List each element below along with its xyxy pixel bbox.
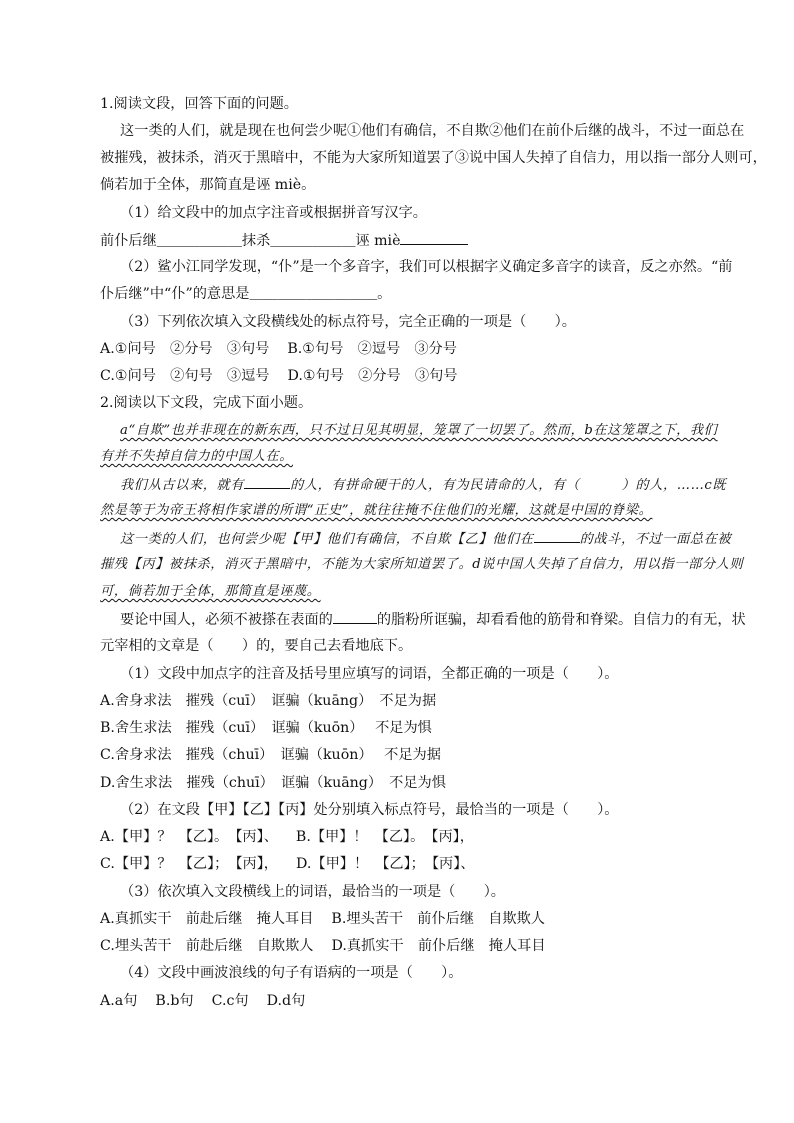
q2-sub1-option-a: A.舍身求法 摧残（cuī） 诓骗（kuāng） 不足为据: [100, 693, 437, 709]
q1-sub3-option-a: A.①问号 ②分号 ③句号: [100, 341, 270, 357]
q2-sub3-options-row-2: [100, 936, 720, 956]
q1-sub3-options-row-1: [100, 339, 720, 359]
q1-heading: 1.阅读文段，回答下面的问题。: [100, 96, 298, 112]
q1-passage-line-1: 这一类的人们，就是现在也何尝少呢①他们有确信，不自欺②他们在前仆后继的战斗，不过一面总在: [120, 123, 745, 139]
q1-passage-line-2: 被摧残，被抹杀，消灭于黑暗中，不能为大家所知道罢了③说中国人失掉了自信力，用以指一部分人则可，: [100, 150, 767, 166]
q2-para1-line-2: 有并不失掉自信力的中国人在。: [100, 449, 294, 464]
q1-sub3-option-b: B.①句号 ②逗号 ③分号: [287, 341, 457, 357]
q2-sub4-option-a: A.a句: [100, 993, 138, 1009]
q2-sub4-options: [100, 991, 720, 1011]
q2-sub4-prompt: （4）文段中画波浪线的句子有语病的一项是（ ）。: [120, 965, 463, 981]
q2-sub2-options-row-1: [100, 827, 720, 847]
q2-para4-line-2: 元宰相的文章是（ ）的，要自己去看地底下。: [100, 638, 413, 654]
fill-blank-3: [333, 609, 377, 624]
q2-para3-line-3: 可，倘若加于全体，那简直是诬蔑。: [100, 584, 321, 599]
q2-sub3-option-a: A.真抓实干 前赴后继 掩人耳目: [100, 911, 314, 927]
fill-blank-1: [244, 474, 290, 489]
q2-sub2-option-a: A.【甲】？ 【乙】。 【丙】、: [100, 829, 278, 845]
q1-sub3-options-row-2: [100, 366, 720, 386]
q2-para3-line-2: 摧残【丙】被抹杀，消灭于黑暗中，不能为大家所知道罢了。d说中国人失掉了自信力，用以指一部分人则: [100, 557, 744, 572]
q2-para4-text-a: 要论中国人，必须不被搽在表面的: [120, 612, 333, 628]
q1-sub3-option-d: D.①句号 ②分号 ③句号: [287, 368, 458, 384]
q2-sub2-option-c: C.【甲】？ 【乙】； 【丙】，: [100, 856, 278, 872]
q2-sub1-option-d: D.舍生求法 摧残（chuī） 诓骗（kuāng） 不足为惧: [100, 775, 446, 791]
q2-sub3-option-c: C.埋头苦干 前赴后继 自欺欺人: [100, 938, 314, 954]
q2-para4-line-1: [120, 609, 746, 629]
q2-heading: 2.阅读以下文段，完成下面小题。: [100, 395, 313, 411]
q2-para1-line-1: a“自欺”也并非现在的新东西，只不过日见其明显，笼罩了一切罢了。然而，b在这笼罩之下，我们: [120, 423, 718, 438]
q2-para3-text-a: 这一类的人们，也何尝少呢【甲】他们有确信，不自欺【乙】他们在: [120, 532, 534, 547]
q2-sub1-option-c: C.舍身求法 摧残（chuī） 诓骗（kuōn） 不足为据: [100, 747, 441, 763]
q1-sub1-blanks-text: 前仆后继＿＿＿＿＿＿抹杀＿＿＿＿＿＿诬 miè: [100, 233, 401, 249]
q2-sub3-option-d: D.真抓实干 前仆后继 掩人耳目: [331, 938, 546, 954]
q1-sub1-prompt: （1）给文段中的加点字注音或根据拼音写汉字。: [120, 205, 427, 221]
q2-para3-line-1: [120, 528, 732, 548]
fill-blank-2: [534, 528, 580, 543]
q2-sub4-option-b: B.b句: [155, 993, 194, 1009]
q1-passage-line-3: 倘若加于全体，那简直是诬 miè。: [100, 177, 316, 193]
q2-para3-text-b: 的战斗，不过一面总在被: [579, 532, 732, 547]
q2-sub1-prompt: （1）文段中加点字的注音及括号里应填写的词语，全都正确的一项是（ ）。: [120, 666, 619, 682]
q2-para2-line-1: [120, 474, 727, 494]
q1-sub2-line-1: （2）鲨小江同学发现，“仆”是一个多音字，我们可以根据字义确定多音字的读音，反之亦然。“前: [120, 259, 733, 275]
q1-sub3-option-c: C.①问号 ②句号 ③逗号: [100, 368, 270, 384]
q2-sub4-option-d: D.d句: [266, 993, 306, 1009]
q2-sub1-option-b: B.舍生求法 摧残（cuī） 诓骗（kuōn） 不足为惧: [100, 720, 432, 736]
q2-para2-text-a: 我们从古以来，就有: [120, 478, 245, 493]
answer-blank: [400, 230, 468, 245]
q1-sub1-blanks: [100, 230, 720, 250]
q2-para2-line-2: 然是等于为帝王将相作家谱的所谓“正史”，就往往掩不住他们的光耀，这就是中国的脊梁。: [100, 503, 653, 518]
q2-sub4-option-c: C.c句: [211, 993, 249, 1009]
q2-sub3-prompt: （3）依次填入文段横线上的词语，最恰当的一项是（ ）。: [120, 884, 505, 900]
q2-para4-text-b: 的脂粉所诓骗，却看看他的筋骨和脊梁。自信力的有无，状: [376, 612, 746, 628]
q2-sub3-option-b: B.埋头苦干 前仆后继 自欺欺人: [331, 911, 545, 927]
q2-sub2-options-row-2: [100, 854, 720, 874]
q2-para2-text-b: 的人，有拼命硬干的人，有为民请命的人，有（: [290, 478, 580, 493]
q1-sub2-line-2: 仆后继”中“仆”的意思是＿＿＿＿＿＿＿＿＿。: [100, 286, 392, 302]
q1-sub3-prompt: （3）下列依次填入文段横线处的标点符号，完全正确的一项是（ ）。: [120, 314, 576, 330]
q2-sub3-options-row-1: [100, 909, 720, 929]
q2-para2-text-c: ）的人，……c既: [621, 478, 727, 493]
q2-sub2-option-b: B.【甲】！ 【乙】。 【丙】，: [295, 829, 474, 845]
q2-sub2-prompt: （2）在文段【甲】【乙】【丙】处分别填入标点符号，最恰当的一项是（ ）。: [120, 802, 619, 818]
q2-sub2-option-d: D.【甲】！ 【乙】； 【丙】、: [296, 856, 475, 872]
